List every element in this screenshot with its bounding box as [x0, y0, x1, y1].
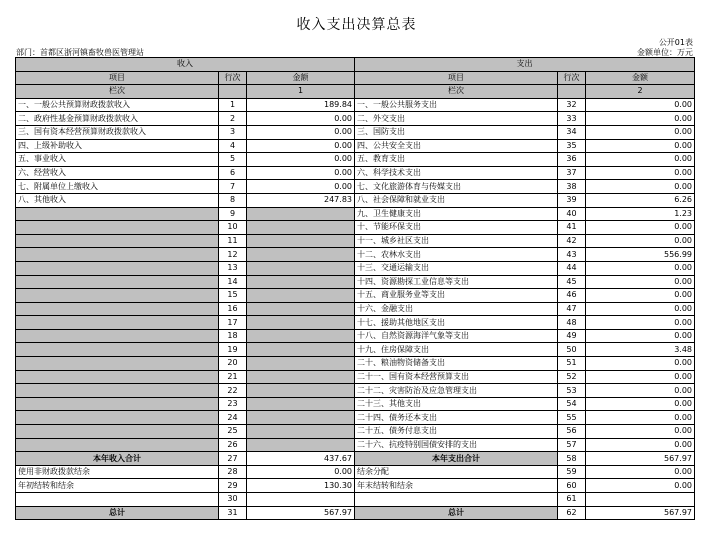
expense-amount: 0.00: [586, 302, 695, 316]
income-amount: [247, 329, 355, 343]
expense-item-name: 七、文化旅游体育与传媒支出: [355, 180, 558, 194]
expense-line-no: 34: [558, 125, 586, 139]
expense-amount: 0.00: [586, 384, 695, 398]
income-item-name: [16, 357, 219, 371]
expense-line-no: 50: [558, 343, 586, 357]
income-line-no: 12: [219, 248, 247, 262]
expense-line-no: 57: [558, 438, 586, 452]
income-line-no: 17: [219, 316, 247, 330]
page-title: 收入支出决算总表: [296, 17, 417, 33]
expense-amount: 3.48: [586, 343, 695, 357]
income-line-no: 19: [219, 343, 247, 357]
income-item-name: 三、国有资本经营预算财政拨款收入: [16, 125, 219, 139]
expense-item-name: 二十六、抗疫特别国债安排的支出: [355, 438, 558, 452]
table-row: [16, 180, 695, 194]
income-item-name: [16, 411, 219, 425]
year-total-row: [16, 452, 695, 466]
expense-line-no: 32: [558, 98, 586, 112]
income-line-no: 2: [219, 112, 247, 126]
expense-item-name: 十八、自然资源海洋气象等支出: [355, 329, 558, 343]
expense-item-name: 二十三、其他支出: [355, 397, 558, 411]
expense-amount-header: 金额: [586, 71, 695, 85]
expense-item-name: 二、外交支出: [355, 112, 558, 126]
income-amount: 189.84: [247, 98, 355, 112]
table-row: [16, 425, 695, 439]
expense-line-no: 53: [558, 384, 586, 398]
grand-total-row: [16, 506, 695, 520]
income-item-name: [16, 207, 219, 221]
income-line-no: 4: [219, 139, 247, 153]
table-row: [16, 411, 695, 425]
income-amount: 0.00: [247, 139, 355, 153]
income-item-name: [16, 248, 219, 262]
income-item-name: [16, 438, 219, 452]
expense-amount: 1.23: [586, 207, 695, 221]
end-carryover-label: 年末结转和结余: [355, 479, 558, 493]
income-amount: [247, 207, 355, 221]
income-amount: 247.83: [247, 193, 355, 207]
distribution-label: 结余分配: [355, 465, 558, 479]
expense-item-name: 八、社会保障和就业支出: [355, 193, 558, 207]
income-item-name: [16, 234, 219, 248]
expense-item-name: 十二、农林水支出: [355, 248, 558, 262]
income-item-name: [16, 343, 219, 357]
income-amount: [247, 261, 355, 275]
income-line-no: 5: [219, 153, 247, 167]
expense-line-no: 45: [558, 275, 586, 289]
expense-item-name: 二十二、灾害防治及应急管理支出: [355, 384, 558, 398]
blank-expense-name: [355, 493, 558, 507]
expense-item-name: 十九、住房保障支出: [355, 343, 558, 357]
expense-amount: 0.00: [586, 125, 695, 139]
table-row: [16, 207, 695, 221]
expense-item-name: 二十、粮油物资储备支出: [355, 357, 558, 371]
expense-amount: 0.00: [586, 98, 695, 112]
income-line-no: 22: [219, 384, 247, 398]
begin-carryover-no: 29: [219, 479, 247, 493]
expense-amount: 0.00: [586, 234, 695, 248]
income-item-name: [16, 370, 219, 384]
expense-item-name: 十三、交通运输支出: [355, 261, 558, 275]
income-amount: [247, 343, 355, 357]
table-row: [16, 98, 695, 112]
expense-amount: 0.00: [586, 139, 695, 153]
expense-amount: 0.00: [586, 153, 695, 167]
expense-line-no: 43: [558, 248, 586, 262]
surplus-no: 28: [219, 465, 247, 479]
income-item-name: [16, 316, 219, 330]
expense-amount: 556.99: [586, 248, 695, 262]
expense-amount: 0.00: [586, 316, 695, 330]
income-amount: [247, 384, 355, 398]
expense-line-no: 48: [558, 316, 586, 330]
expense-section-header: 支出: [355, 58, 695, 72]
income-column-no-label: 栏次: [16, 85, 219, 99]
expense-item-name: 十五、商业服务业等支出: [355, 289, 558, 303]
income-line-no: 3: [219, 125, 247, 139]
expense-line-no: 44: [558, 261, 586, 275]
income-amount: [247, 234, 355, 248]
income-item-name: [16, 384, 219, 398]
expense-line-no: 40: [558, 207, 586, 221]
income-amount: [247, 397, 355, 411]
income-line-no: 9: [219, 207, 247, 221]
income-item-name: 八、其他收入: [16, 193, 219, 207]
income-line-no: 21: [219, 370, 247, 384]
income-line-no: 18: [219, 329, 247, 343]
table-row: [16, 316, 695, 330]
department-label: 部门：首都区浙河镇畜牧兽医管理站: [16, 48, 144, 57]
income-amount: [247, 411, 355, 425]
income-grand-total-amount: 567.97: [247, 506, 355, 520]
income-amount: [247, 289, 355, 303]
table-row: [16, 234, 695, 248]
income-line-no: 16: [219, 302, 247, 316]
income-item-name: 六、经营收入: [16, 166, 219, 180]
expense-amount: 0.00: [586, 411, 695, 425]
table-row: [16, 357, 695, 371]
end-carryover-no: 60: [558, 479, 586, 493]
income-amount: [247, 221, 355, 235]
income-item-name: [16, 425, 219, 439]
table-row: [16, 193, 695, 207]
income-amount: 0.00: [247, 166, 355, 180]
expense-amount: 0.00: [586, 397, 695, 411]
income-amount: [247, 370, 355, 384]
expense-line-no: 56: [558, 425, 586, 439]
distribution-no: 59: [558, 465, 586, 479]
blank-expense-no: 61: [558, 493, 586, 507]
income-line-no: 7: [219, 180, 247, 194]
table-row: [16, 343, 695, 357]
expense-line-no: 55: [558, 411, 586, 425]
income-line-no: 23: [219, 397, 247, 411]
income-item-name: [16, 261, 219, 275]
table-row: [16, 329, 695, 343]
income-line-no: 14: [219, 275, 247, 289]
expense-column-no: 2: [586, 85, 695, 99]
expense-amount: 0.00: [586, 275, 695, 289]
expense-item-name: 十六、金融支出: [355, 302, 558, 316]
income-amount: 0.00: [247, 153, 355, 167]
expense-amount: 0.00: [586, 261, 695, 275]
income-amount: [247, 357, 355, 371]
table-row: [16, 166, 695, 180]
expense-item-header: 项目: [355, 71, 558, 85]
income-amount: [247, 438, 355, 452]
expense-line-no: 49: [558, 329, 586, 343]
table-row: [16, 289, 695, 303]
table-row: [16, 397, 695, 411]
income-amount: [247, 302, 355, 316]
table-row: [16, 370, 695, 384]
income-line-no-header: 行次: [219, 71, 247, 85]
table-row: [16, 261, 695, 275]
income-item-name: [16, 275, 219, 289]
blank-row: [16, 493, 695, 507]
table-row: [16, 275, 695, 289]
blank-expense-amount: [586, 493, 695, 507]
income-line-no: 6: [219, 166, 247, 180]
expense-year-total-no: 58: [558, 452, 586, 466]
table-row: [16, 302, 695, 316]
blank-income-amount: [247, 493, 355, 507]
expense-line-no: 54: [558, 397, 586, 411]
income-line-no: 8: [219, 193, 247, 207]
expense-item-name: 十、节能环保支出: [355, 221, 558, 235]
expense-item-name: 十四、资源勘探工业信息等支出: [355, 275, 558, 289]
expense-item-name: 六、科学技术支出: [355, 166, 558, 180]
column-number-row: [16, 85, 695, 99]
income-item-name: 七、附属单位上缴收入: [16, 180, 219, 194]
table-row: [16, 125, 695, 139]
unit-label: 金额单位：万元: [637, 48, 693, 57]
expense-column-no-blank: [558, 85, 586, 99]
income-item-name: [16, 397, 219, 411]
income-grand-total-no: 31: [219, 506, 247, 520]
income-item-name: [16, 302, 219, 316]
income-amount-header: 金额: [247, 71, 355, 85]
income-item-header: 项目: [16, 71, 219, 85]
expense-amount: 0.00: [586, 438, 695, 452]
expense-line-no: 42: [558, 234, 586, 248]
surplus-amount: 0.00: [247, 465, 355, 479]
income-amount: 0.00: [247, 125, 355, 139]
expense-line-no: 52: [558, 370, 586, 384]
expense-item-name: 二十四、债务还本支出: [355, 411, 558, 425]
expense-amount: 0.00: [586, 357, 695, 371]
form-code: 公开01表: [658, 38, 693, 47]
expense-amount: 0.00: [586, 329, 695, 343]
expense-amount: 0.00: [586, 221, 695, 235]
income-item-name: [16, 329, 219, 343]
expense-amount: 0.00: [586, 289, 695, 303]
expense-grand-total-no: 62: [558, 506, 586, 520]
income-item-name: [16, 221, 219, 235]
expense-line-no: 33: [558, 112, 586, 126]
expense-item-name: 二十五、债务付息支出: [355, 425, 558, 439]
surplus-label: 使用非财政拨款结余: [16, 465, 219, 479]
expense-item-name: 四、公共安全支出: [355, 139, 558, 153]
income-year-total-amount: 437.67: [247, 452, 355, 466]
income-item-name: 五、事业收入: [16, 153, 219, 167]
income-line-no: 1: [219, 98, 247, 112]
income-amount: 0.00: [247, 112, 355, 126]
expense-amount: 0.00: [586, 370, 695, 384]
income-item-name: 二、政府性基金预算财政拨款收入: [16, 112, 219, 126]
income-line-no: 24: [219, 411, 247, 425]
income-amount: [247, 425, 355, 439]
income-item-name: [16, 289, 219, 303]
table-row: [16, 112, 695, 126]
expense-item-name: 三、国防支出: [355, 125, 558, 139]
section-header-row: [16, 58, 695, 72]
expense-item-name: 十七、援助其他地区支出: [355, 316, 558, 330]
expense-grand-total-amount: 567.97: [586, 506, 695, 520]
expense-year-total-label: 本年支出合计: [355, 452, 558, 466]
income-item-name: 一、一般公共预算财政拨款收入: [16, 98, 219, 112]
expense-line-no: 35: [558, 139, 586, 153]
expense-item-name: 一、一般公共服务支出: [355, 98, 558, 112]
income-amount: [247, 316, 355, 330]
expense-line-no: 41: [558, 221, 586, 235]
income-line-no: 11: [219, 234, 247, 248]
income-year-total-no: 27: [219, 452, 247, 466]
expense-line-no: 37: [558, 166, 586, 180]
expense-grand-total-label: 总计: [355, 506, 558, 520]
income-amount: [247, 248, 355, 262]
income-line-no: 15: [219, 289, 247, 303]
distribution-amount: 0.00: [586, 465, 695, 479]
table-row: [16, 153, 695, 167]
income-line-no: 20: [219, 357, 247, 371]
expense-year-total-amount: 567.97: [586, 452, 695, 466]
income-year-total-label: 本年收入合计: [16, 452, 219, 466]
expense-item-name: 十一、城乡社区支出: [355, 234, 558, 248]
column-header-row: [16, 71, 695, 85]
income-column-no: 1: [247, 85, 355, 99]
end-carryover-amount: 0.00: [586, 479, 695, 493]
income-line-no: 25: [219, 425, 247, 439]
carryover-row: [16, 479, 695, 493]
expense-line-no: 51: [558, 357, 586, 371]
income-line-no: 10: [219, 221, 247, 235]
surplus-row: [16, 465, 695, 479]
expense-line-no: 46: [558, 289, 586, 303]
table-row: [16, 438, 695, 452]
expense-item-name: 二十一、国有资本经营预算支出: [355, 370, 558, 384]
income-column-no-blank: [219, 85, 247, 99]
income-amount: [247, 275, 355, 289]
expense-amount: 0.00: [586, 180, 695, 194]
income-expense-table: [15, 57, 695, 520]
table-row: [16, 221, 695, 235]
income-grand-total-label: 总计: [16, 506, 219, 520]
blank-income-name: [16, 493, 219, 507]
income-amount: 0.00: [247, 180, 355, 194]
table-row: [16, 384, 695, 398]
expense-column-no-label: 栏次: [355, 85, 558, 99]
expense-line-no: 38: [558, 180, 586, 194]
blank-income-no: 30: [219, 493, 247, 507]
table-row: [16, 139, 695, 153]
expense-amount: 0.00: [586, 166, 695, 180]
begin-carryover-amount: 130.30: [247, 479, 355, 493]
expense-line-no: 47: [558, 302, 586, 316]
expense-line-no: 36: [558, 153, 586, 167]
expense-amount: 6.26: [586, 193, 695, 207]
expense-line-no-header: 行次: [558, 71, 586, 85]
expense-item-name: 九、卫生健康支出: [355, 207, 558, 221]
expense-item-name: 五、教育支出: [355, 153, 558, 167]
begin-carryover-label: 年初结转和结余: [16, 479, 219, 493]
expense-amount: 0.00: [586, 425, 695, 439]
income-line-no: 26: [219, 438, 247, 452]
income-item-name: 四、上级补助收入: [16, 139, 219, 153]
income-section-header: 收入: [16, 58, 355, 72]
expense-amount: 0.00: [586, 112, 695, 126]
income-line-no: 13: [219, 261, 247, 275]
expense-line-no: 39: [558, 193, 586, 207]
table-row: [16, 248, 695, 262]
